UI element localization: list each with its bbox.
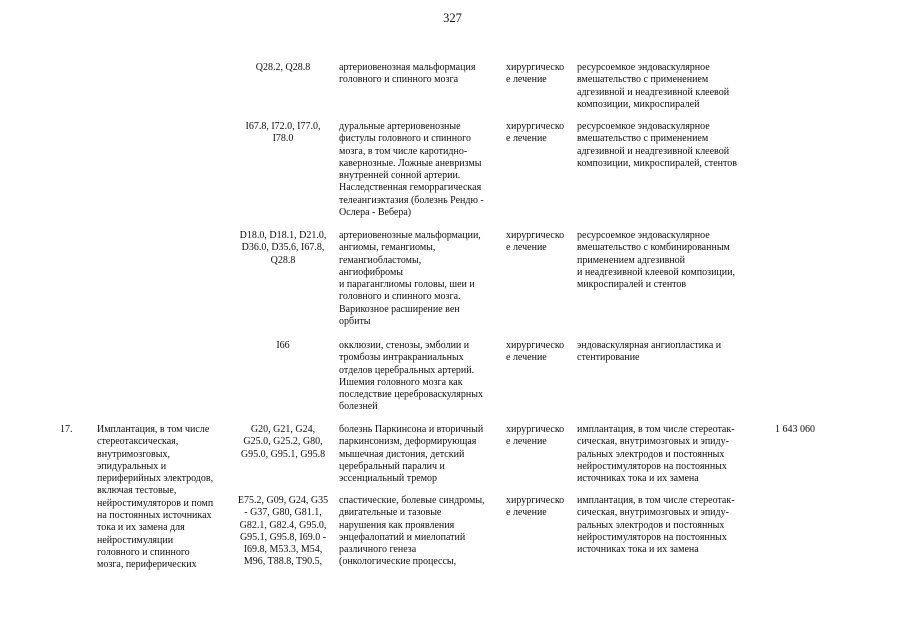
treatment-method: ресурсоемкое эндоваскулярное вмешательство с применением адгезивной и неадгезивной клеевой композиции, микроспиралей [577,62,730,110]
icd-codes: G20, G21, G24, G25.0, G25.2, G80, G95.0, G95.1, G95.8 [240,424,326,460]
item-number: 17. [60,424,73,435]
treatment-method: эндоваскулярная ангиопластика и стентирование [577,340,722,364]
disease-model: артериовенозная мальформация головного и спинного мозга [339,62,476,86]
icd-codes: E75.2, G09, G24, G35 - G37, G80, G81.1, G82.1, G82.4, G95.0, G95.1, G95.8, I69.0 - I69.8, M53.3, M54, M96, T88.8, T90.5, [237,495,329,568]
treatment-method: имплантация, в том числе стереотак- сическая, внутримозговых и эпиду- ральных электродов и постоянных нейростимуляторов на постоянных источниках тока и их замена [577,424,735,485]
icd-codes: D18.0, D18.1, D21.0, D36.0, D35.6, I67.8, Q28.8 [239,230,327,266]
disease-model: окклюзии, стенозы, эмболии и тромбозы интракраниальных отделов церебральных артерий. Ишемия головного мозга как последствие цереброваскулярных болезней [339,340,483,413]
treatment-type: хирургическо е лечение [506,62,565,86]
page-number: 327 [443,11,462,25]
treatment-method: ресурсоемкое эндоваскулярное вмешательство с комбинированным применением адгезивной и неадгезивной клеевой композиции, микроспиралей и стентов [577,230,735,291]
treatment-method: имплантация, в том числе стереотак- сическая, внутримозговых и эпиду- ральных электродов и постоянных нейростимуляторов на постоянных источниках тока и их замена [577,495,735,556]
treatment-type: хирургическо е лечение [506,121,565,145]
treatment-type: хирургическо е лечение [506,424,565,448]
treatment-type: хирургическо е лечение [506,230,565,254]
treatment-type: хирургическо е лечение [506,340,565,364]
icd-codes: Q28.2, Q28.8 [255,62,311,73]
item-cost: 1 643 060 [775,424,815,435]
item-name: Имплантация, в том числе стереотаксическая, внутримозговых, эпидуральных и периферийных электродов, включая тестовые, нейростимуляторов и помп на постоянных источниках тока и их замена для нейростимуляции головного и спинного мозга, периферических [97,424,214,571]
disease-model: артериовенозные мальформации, ангиомы, гемангиомы, гемангиобластомы, ангиофибромы и параганглиомы головы, шеи и головного и спинного мозга. Варикозное расширение вен орбиты [339,230,481,328]
disease-model: дуральные артериовенозные фистулы головного и спинного мозга, в том числе каротидно- кавернозные. Ложные аневризмы внутренней сонной артерии. Наследственная геморрагическая телеангиэктазия (болезнь Рендю - Ослера - Вебера) [339,121,484,219]
icd-codes: I67.8, I72.0, I77.0, I78.0 [245,121,321,145]
treatment-type: хирургическо е лечение [506,495,565,519]
icd-codes: I66 [276,340,290,351]
disease-model: спастические, болевые синдромы, двигательные и тазовые нарушения как проявления энцефалопатий и миелопатий различного генеза (онкологические процессы, [339,495,485,568]
treatment-method: ресурсоемкое эндоваскулярное вмешательство с применением адгезивной и неадгезивной клеевой композиции, микроспиралей, стентов [577,121,737,169]
disease-model: болезнь Паркинсона и вторичный паркинсонизм, деформирующая мышечная дистония, детский церебральный паралич и эссенциальный тремор [339,424,484,485]
